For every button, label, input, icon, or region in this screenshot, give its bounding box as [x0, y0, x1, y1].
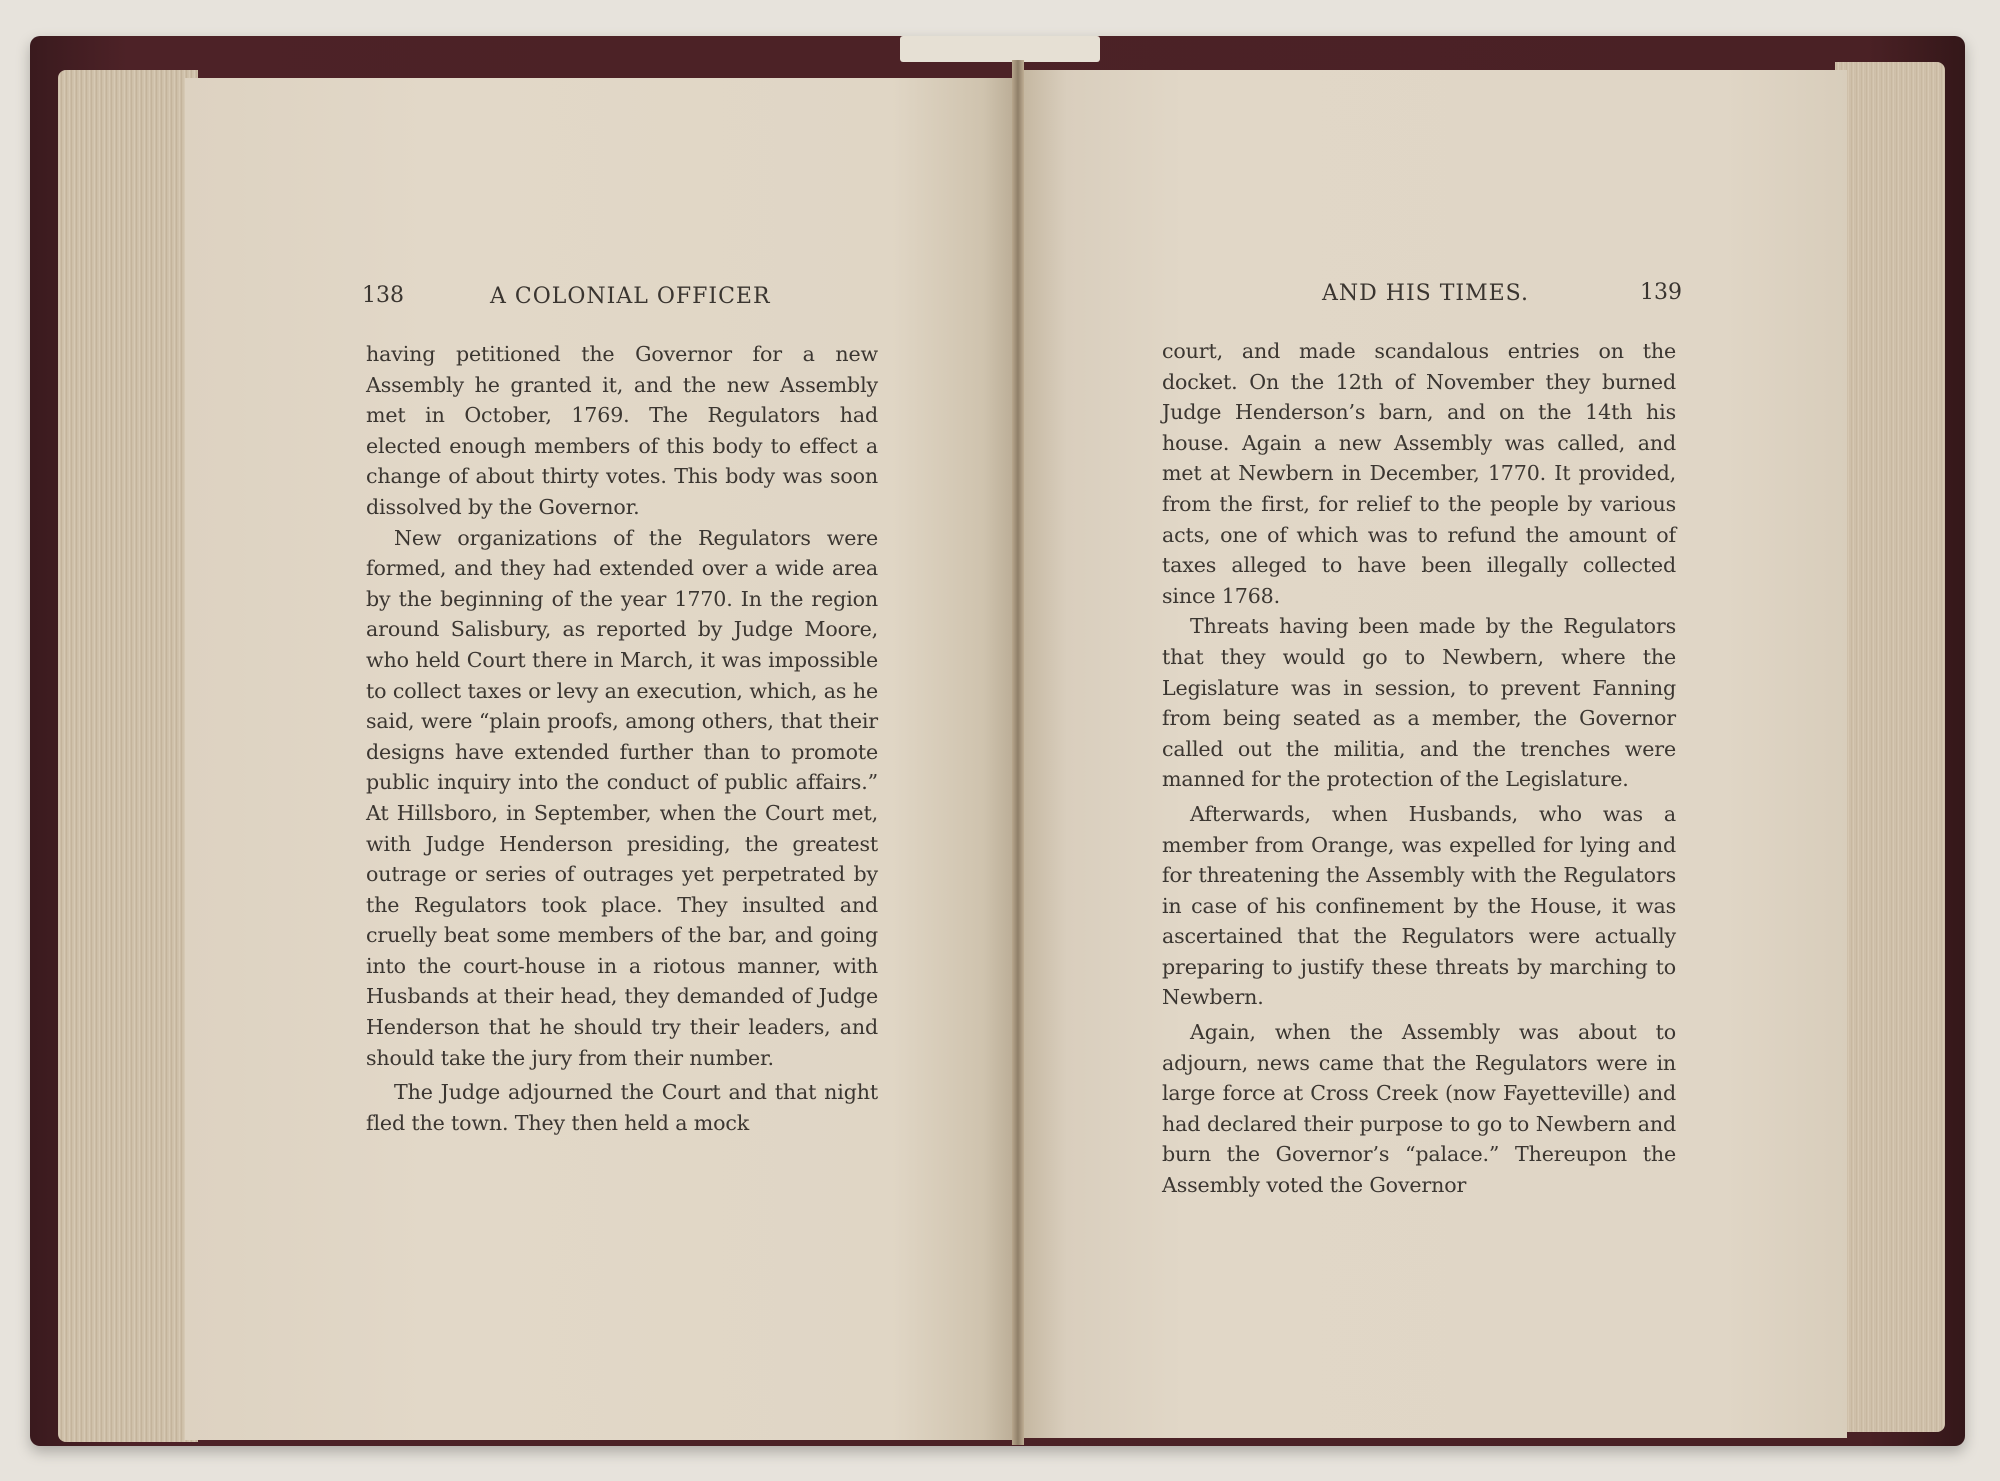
- right-page-stack: [1835, 62, 1945, 1432]
- left-page-text: [366, 339, 878, 1138]
- book-gutter: [1012, 60, 1024, 1445]
- left-page-number: 138: [362, 283, 404, 308]
- right-running-head-text: AND HIS TIMES.: [1322, 281, 1529, 306]
- left-running-head-text: A COLONIAL OFFICER: [490, 284, 771, 309]
- left-paragraph-1: having petitioned the Governor for a new Assembly he granted it, and the new Assembly met in October, 1769. The Regulators had elected enough members of this body to effect a change of about thirty votes. This body was soon dissolved by the Governor.: [366, 342, 878, 519]
- right-page-text: [1162, 336, 1676, 1201]
- spine-top: [900, 36, 1100, 62]
- right-running-head: [1322, 281, 1529, 306]
- right-paragraph-3: Afterwards, when Husbands, who was a member from Orange, was expelled for lying and for threatening the Assembly with the Regulators in case of his confinement by the House, it was ascertained that the Regulators were actually preparing to justify these threats by marching to Newbern.: [1162, 801, 1676, 1010]
- left-page-stack: [58, 70, 198, 1442]
- right-paragraph-4: Again, when the Assembly was about to adjourn, news came that the Regulators were in large force at Cross Creek (now Fayetteville) and had declared their purpose to go to Newbern and burn the Governor’s “palace.” Thereupon the Assembly voted the Governor: [1162, 1020, 1676, 1198]
- right-page-number: 139: [1640, 280, 1682, 305]
- right-paragraph-1: court, and made scandalous entries on the docket. On the 12th of November they burned Judge Henderson’s barn, and on the 14th his house. Again a new Assembly was called, and met at Newbern in December, 1770. It provided, from the first, for relief to the people by various acts, one of which was to refund the amount of taxes alleged to have been illegally collected since 1768.: [1162, 339, 1676, 608]
- left-paragraph-3: The Judge adjourned the Court and that night fled the town. They then held a mock: [366, 1080, 878, 1135]
- right-paragraph-2: Threats having been made by the Regulators that they would go to Newbern, where the Legislature was in session, to prevent Fanning from being seated as a member, the Governor called out the militia, and the trenches were manned for the protection of the Legislature.: [1162, 614, 1676, 792]
- left-paragraph-2: New organizations of the Regulators were formed, and they had extended over a wide area by the beginning of the year 1770. In the region around Salisbury, as reported by Judge Moore, who held Court there in March, it was impossible to collect taxes or levy an execution, which, as he said, were “plain proofs, among others, that their designs have extended further than to promote public inquiry into the conduct of public affairs.” At Hillsboro, in September, when the Court met, with Judge Henderson presiding, the greatest outrage or series of outrages yet perpetrated by the Regulators took place. They insulted and cruelly beat some members of the bar, and going into the court-house in a riotous manner, with Husbands at their head, they demanded of Judge Henderson that he should try their leaders, and should take the jury from their number.: [366, 525, 878, 1070]
- left-running-head: [490, 284, 771, 309]
